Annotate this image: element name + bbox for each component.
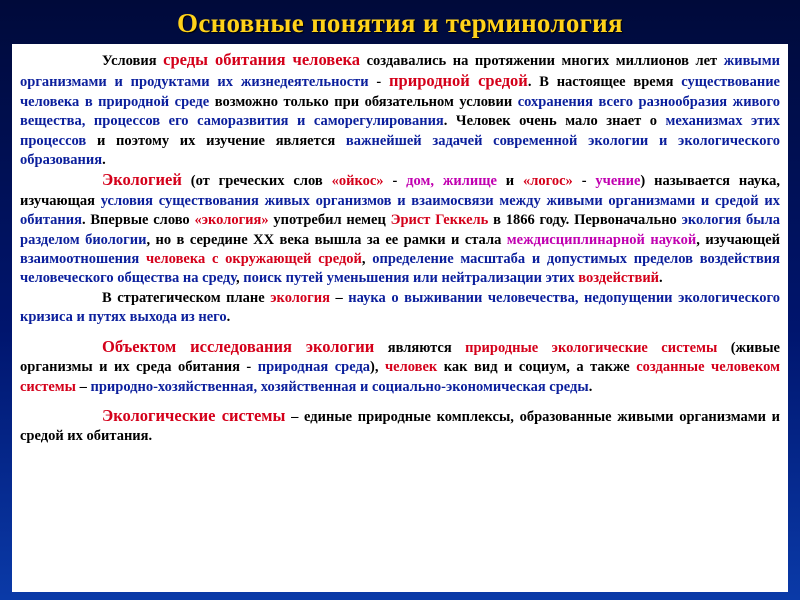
text-segment: являются (374, 339, 466, 356)
paragraph-ecosystems (20, 406, 780, 447)
text-segment: определение масштаба и допустимых пределов воздействия человеческого общества на среду (20, 251, 780, 287)
text-segment (139, 251, 146, 267)
text-segment: наука о выживании человечества, недопущении экологического кризиса и путях выхода из него (20, 289, 781, 326)
text-segment: – (329, 289, 349, 306)
text-segment: природно-хозяйственная, хозяйственная и социально-экономическая среды (90, 378, 589, 395)
text-segment: природная среда (257, 359, 371, 376)
paragraph-research-object (20, 337, 780, 397)
text-segment: , изучающей (696, 231, 780, 248)
text-segment: экология была разделом биологии (20, 212, 780, 248)
text-segment: - (383, 173, 407, 190)
text-segment: дом, жилище (406, 173, 497, 190)
text-segment: важнейшей задачей современной экологии и экологического образования (20, 132, 780, 169)
text-segment: и (496, 173, 524, 190)
text-segment: , но в середине XX века вышла за ее рамки и стала (146, 231, 507, 248)
text-segment: , (236, 270, 244, 287)
text-segment: экология (270, 289, 330, 306)
text-segment: (живые организмы и их среда обитания - (20, 339, 780, 376)
text-segment: «ойкос» (331, 173, 384, 190)
text-segment: . (659, 270, 663, 287)
text-segment: создавались на протяжении многих миллионов лет (360, 53, 724, 69)
text-segment: Экологические системы (102, 405, 286, 425)
text-segment: Эрист Геккель (390, 212, 489, 229)
text-segment: ), (370, 359, 385, 376)
text-segment: поиск путей уменьшения или нейтрализации этих (243, 270, 575, 287)
text-segment: - (572, 173, 596, 190)
paragraph-ecology-definition (20, 170, 780, 288)
text-segment: . Впервые слово (81, 212, 195, 229)
text-segment: «экология» (194, 212, 269, 229)
text-segment: взаимоотношения (20, 251, 140, 268)
text-segment: природной средой (389, 71, 528, 91)
text-segment: Условия (102, 53, 164, 69)
paragraph-strategic (20, 289, 780, 328)
paragraph-habitat (20, 50, 780, 170)
text-segment: природные экологические системы (465, 339, 718, 356)
text-segment: живыми организмами и продуктами их жизнедеятельности (20, 53, 780, 91)
text-segment: . (102, 152, 106, 169)
text-segment: . (588, 378, 593, 395)
text-segment: существование человека в природной среде (20, 74, 780, 110)
text-segment: человек (385, 359, 438, 376)
text-segment: возможно только при обязательном условии (209, 93, 518, 110)
text-segment: . (226, 309, 231, 326)
text-segment: созданные человеком системы (20, 359, 780, 395)
text-segment: «логос» (523, 173, 573, 190)
text-segment: механизмах этих процессов (20, 113, 780, 149)
text-segment: междисциплинарной наукой (506, 231, 697, 248)
text-segment: употребил немец (268, 212, 391, 229)
text-segment: . Человек очень мало знает о (443, 113, 666, 130)
text-segment: условия существования живых организмов и взаимосвязи между живыми организмами и средой их обитания (20, 192, 780, 229)
text-segment: – единые природные комплексы, образованные живыми организмами и средой их обитания. (20, 408, 780, 445)
text-segment: учение (595, 173, 641, 190)
text-segment: сохранения всего разнообразия живого вещества, процессов его саморазвития и саморегулирования (20, 93, 780, 130)
text-segment: в 1866 году. Первоначально (488, 212, 682, 229)
text-segment: и поэтому их изучение является (86, 132, 346, 149)
text-segment: (от греческих слов (181, 173, 332, 190)
text-segment: воздействий (578, 270, 660, 287)
text-panel (12, 44, 788, 592)
text-segment: ) называется наука, изучающая (20, 173, 780, 209)
text-segment: как вид и социум, а также (437, 359, 637, 376)
page-title: Основные понятия и терминология (177, 8, 623, 38)
text-segment: человека с окружающей средой (145, 251, 362, 268)
text-segment: – (75, 378, 91, 395)
text-segment: Объектом исследования экологии (102, 336, 375, 356)
text-segment: - (368, 74, 390, 91)
text-segment: В стратегическом плане (102, 289, 271, 306)
text-segment: . В настоящее время (527, 74, 682, 91)
text-segment: среды обитания человека (163, 50, 361, 69)
text-segment: , (361, 251, 373, 268)
text-segment: Экологией (102, 170, 182, 190)
